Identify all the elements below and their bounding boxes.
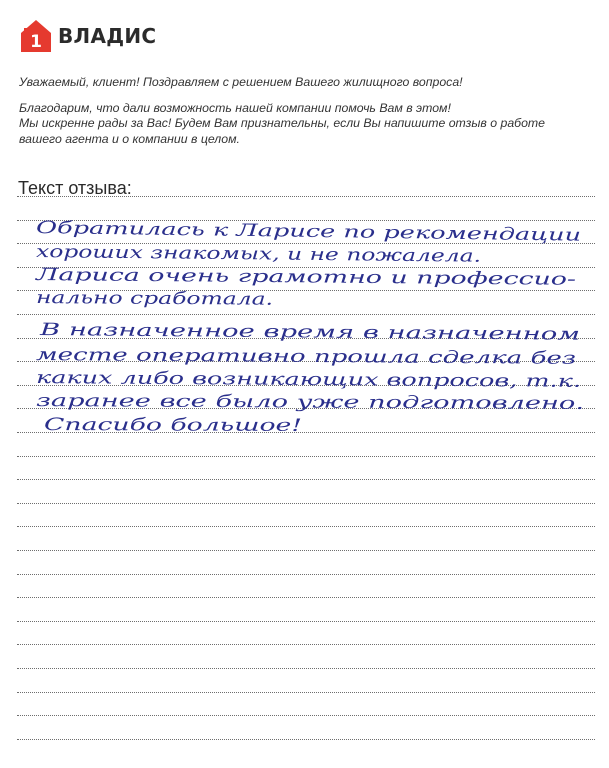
ruled-line <box>17 385 595 386</box>
ruled-line <box>17 338 595 339</box>
brand-logo <box>20 19 156 53</box>
intro-text <box>19 75 594 147</box>
handwritten-line: хороших знакомых, и не пожалела. <box>35 242 360 266</box>
handwritten-line: Обратилась к Ларисе по рекомендации <box>35 218 399 244</box>
ruled-line <box>17 479 595 480</box>
handwritten-line: заранее все было уже подготовлено. <box>35 391 379 413</box>
intro-line-2: Мы искренне рады за Вас! Будем Вам признательны, если Вы напишите отзыв о работе <box>19 116 546 130</box>
ruled-line <box>17 432 595 433</box>
ruled-line <box>17 715 595 716</box>
ruled-line <box>17 574 595 575</box>
review-heading: Текст отзыва: <box>18 178 132 198</box>
ruled-line <box>17 597 595 598</box>
ruled-line <box>17 290 595 291</box>
intro-line-3: вашего агента и о компании в целом. <box>19 131 240 146</box>
ruled-line <box>17 267 595 268</box>
ruled-line <box>17 668 595 669</box>
handwritten-line: Спасибо большое! <box>43 415 209 436</box>
brand-name: ВЛАДИС <box>58 24 157 48</box>
intro-line-1: Благодарим, что дали возможность нашей компании помочь Вам в этом! <box>19 100 451 115</box>
handwritten-line: месте оперативно прошла сделка без <box>35 345 389 368</box>
logo-digit: 1 <box>30 32 42 52</box>
ruled-line <box>17 314 595 315</box>
ruled-line <box>17 243 595 244</box>
ruled-line <box>17 692 595 693</box>
ruled-line <box>17 220 595 221</box>
ruled-lines <box>17 196 595 756</box>
ruled-line <box>17 526 595 527</box>
ruled-line <box>17 361 595 362</box>
ruled-line <box>17 196 595 197</box>
ruled-line <box>17 739 595 740</box>
handwritten-line: В назначенное время в назначенном <box>39 320 375 343</box>
ruled-line <box>17 408 595 409</box>
ruled-line <box>17 456 595 457</box>
handwritten-line: Лариса очень грамотно и профессио- <box>35 265 379 288</box>
house-logo-icon <box>20 19 52 53</box>
ruled-line <box>17 503 595 504</box>
ruled-line <box>17 644 595 645</box>
intro-greeting: Уважаемый, клиент! Поздравляем с решением Вашего жилищного вопроса! <box>19 75 463 89</box>
handwritten-line: нально сработала. <box>35 288 209 310</box>
ruled-line <box>17 621 595 622</box>
handwritten-line: каких либо возникающих вопросов, т.к. <box>35 368 400 391</box>
ruled-line <box>17 550 595 551</box>
